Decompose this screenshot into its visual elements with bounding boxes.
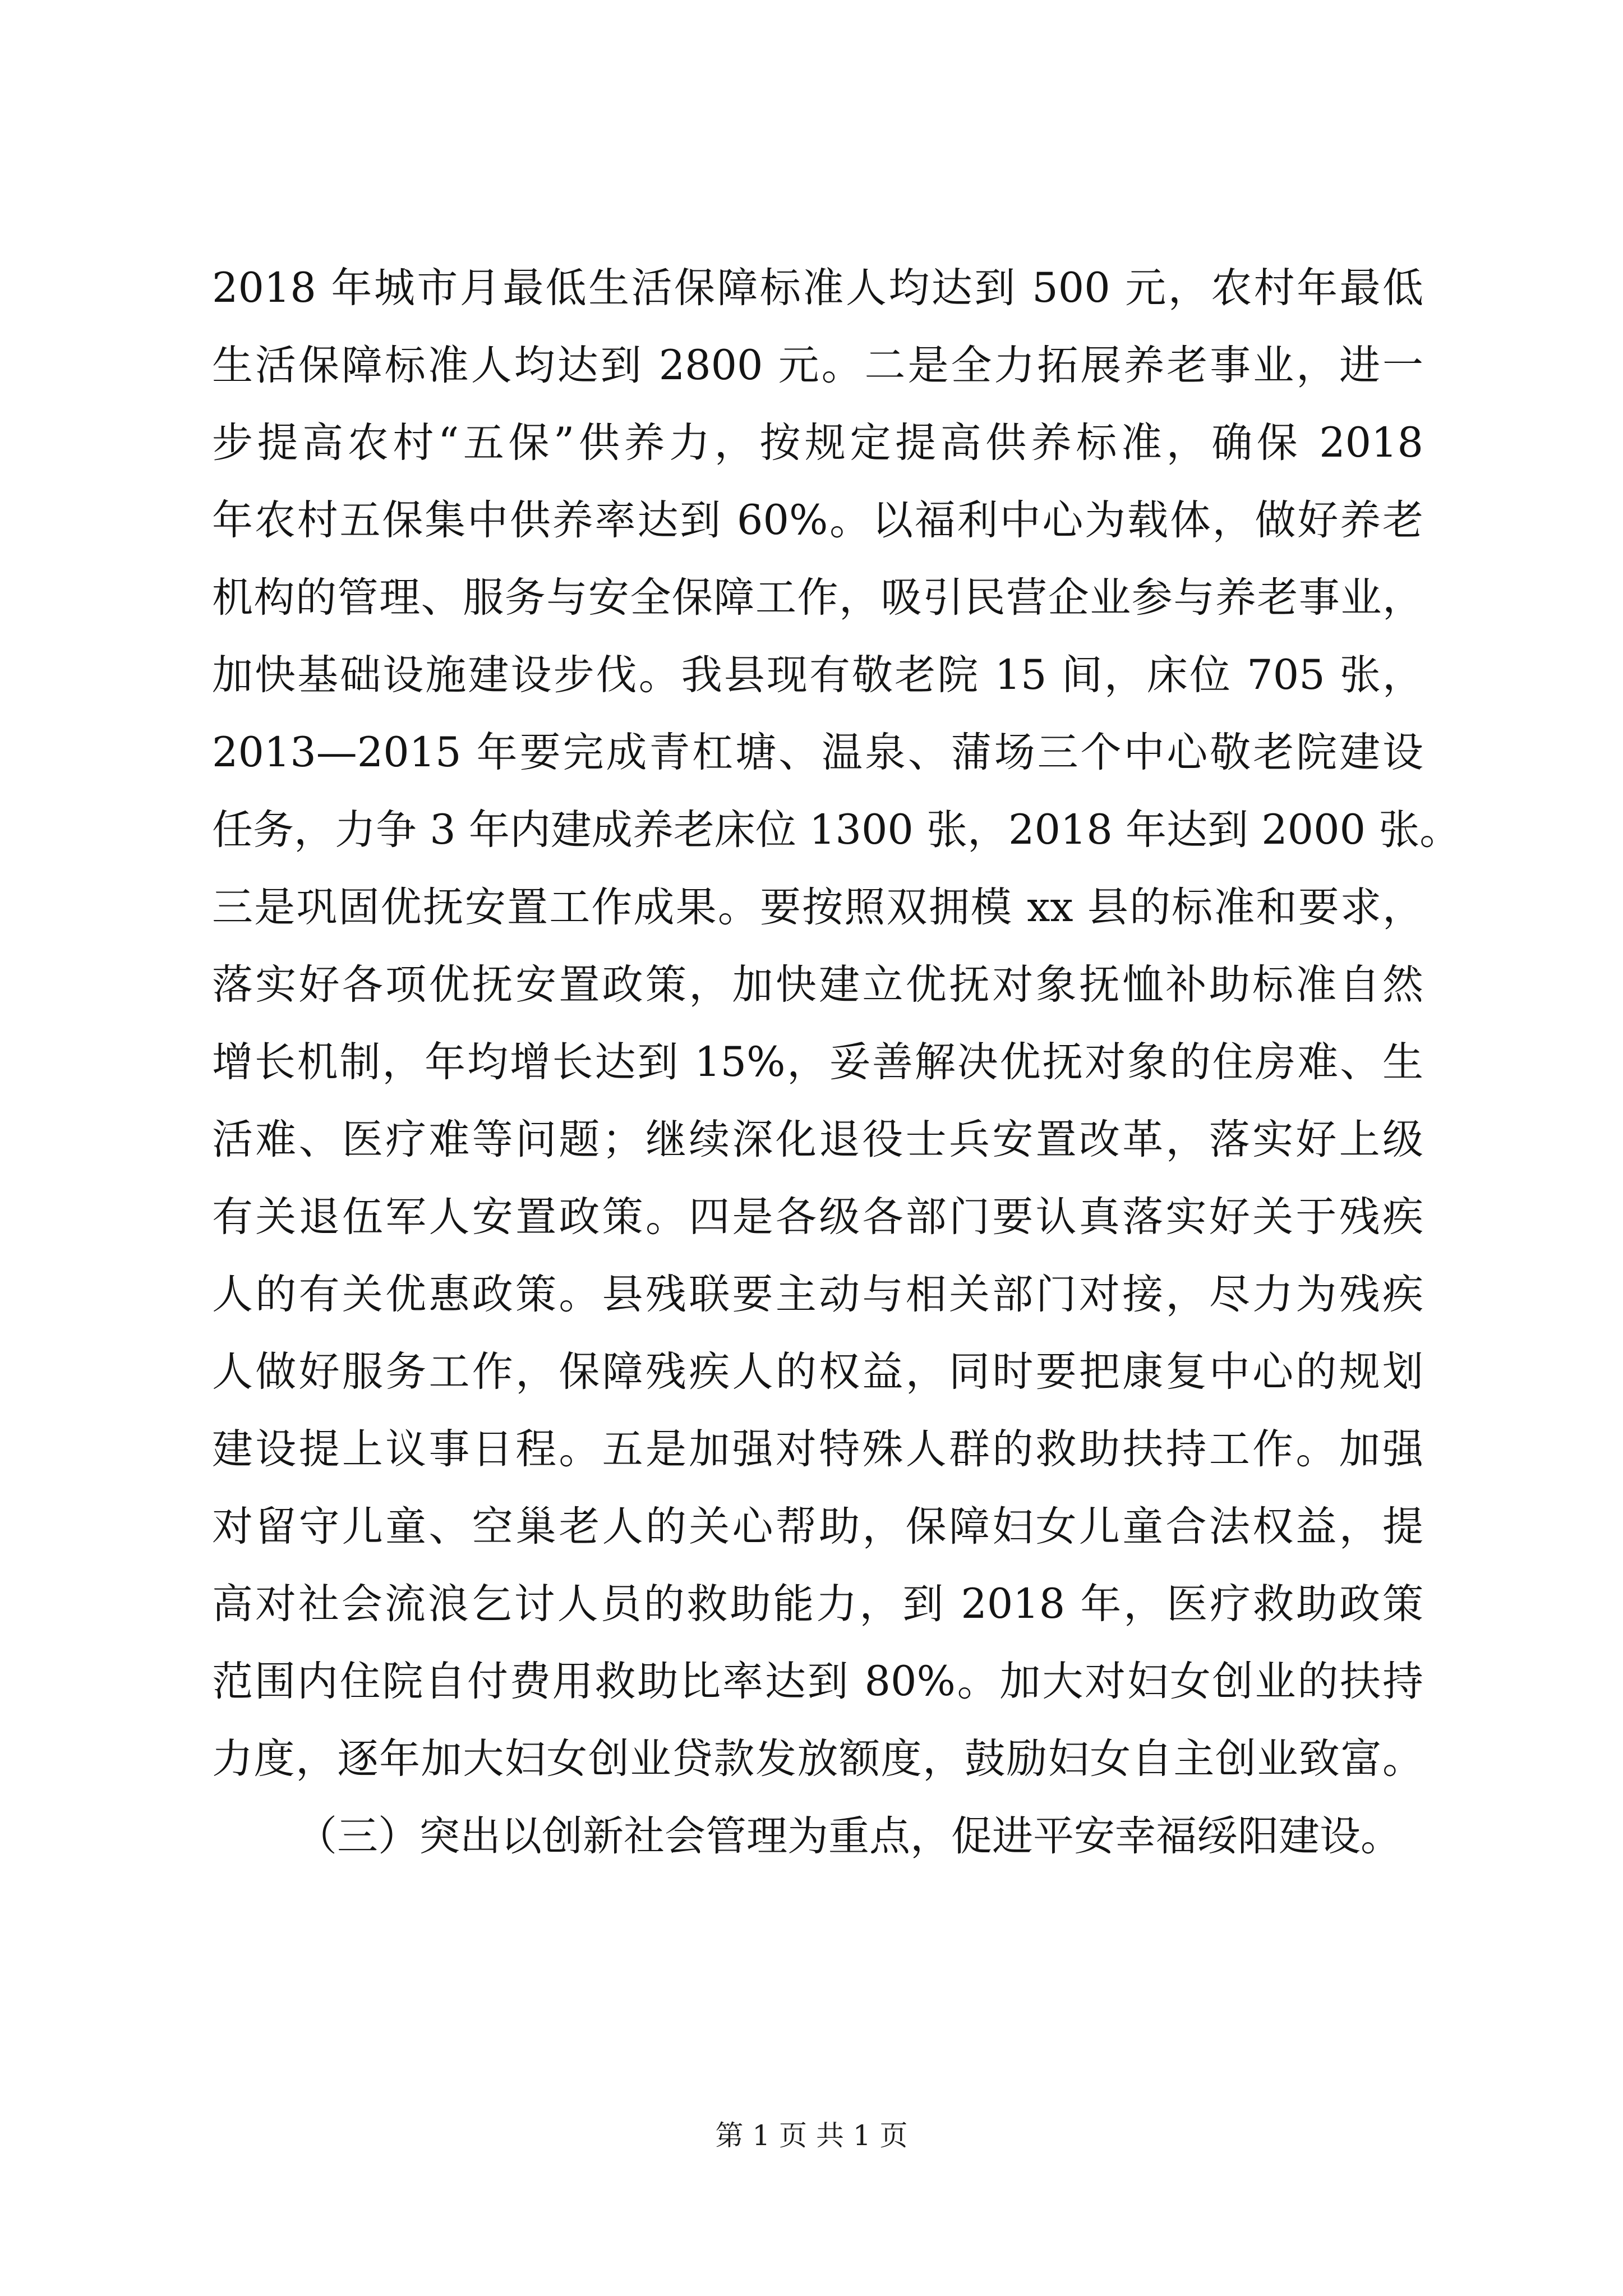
paragraph-line: 人的有关优惠政策。县残联要主动与相关部门对接，尽力为残疾 <box>212 1271 1423 1318</box>
paragraph-line: 高对社会流浪乞讨人员的救助能力，到 2018 年，医疗救助政策 <box>212 1580 1423 1628</box>
section-heading: （三）突出以创新社会管理为重点，促进平安幸福绥阳建设。 <box>296 1812 1401 1860</box>
paragraph-line: 任务，力争 3 年内建成养老床位 1300 张，2018 年达到 2000 张。 <box>212 806 1461 854</box>
page-footer: 第 1 页 共 1 页 <box>715 2119 908 2152</box>
paragraph-line: 有关退伍军人安置政策。四是各级各部门要认真落实好关于残疾 <box>212 1193 1423 1241</box>
paragraph-line: 步提高农村“五保”供养力，按规定提高供养标准，确保 2018 <box>212 419 1423 467</box>
paragraph-line: 活难、医疗难等问题；继续深化退役士兵安置改革，落实好上级 <box>212 1116 1423 1163</box>
paragraph-line: 加快基础设施建设步伐。我县现有敬老院 15 间，床位 705 张， <box>212 651 1423 699</box>
paragraph-line: 三是巩固优抚安置工作成果。要按照双拥模 xx 县的标准和要求， <box>212 884 1423 931</box>
paragraph-line: 建设提上议事日程。五是加强对特殊人群的救助扶持工作。加强 <box>212 1425 1423 1473</box>
paragraph-line: 范围内住院自付费用救助比率达到 80%。加大对妇女创业的扶持 <box>212 1658 1423 1705</box>
paragraph-line: 2018 年城市月最低生活保障标准人均达到 500 元，农村年最低 <box>212 264 1423 312</box>
body-paragraph <box>212 250 1461 1875</box>
paragraph-line: 生活保障标准人均达到 2800 元。二是全力拓展养老事业，进一 <box>212 342 1423 389</box>
paragraph-line: 增长机制，年均增长达到 15%，妥善解决优抚对象的住房难、生 <box>212 1038 1423 1086</box>
paragraph-line: 对留守儿童、空巢老人的关心帮助，保障妇女儿童合法权益，提 <box>212 1503 1423 1550</box>
paragraph-line: 2013—2015 年要完成青杠塘、温泉、蒲场三个中心敬老院建设 <box>212 729 1423 776</box>
paragraph-line: 年农村五保集中供养率达到 60%。以福利中心为载体，做好养老 <box>212 496 1423 544</box>
paragraph-line: 机构的管理、服务与安全保障工作，吸引民营企业参与养老事业， <box>212 574 1423 622</box>
paragraph-line: 落实好各项优抚安置政策，加快建立优抚对象抚恤补助标准自然 <box>212 961 1423 1009</box>
paragraph-line: 人做好服务工作，保障残疾人的权益，同时要把康复中心的规划 <box>212 1348 1423 1396</box>
paragraph-line: 力度，逐年加大妇女创业贷款发放额度，鼓励妇女自主创业致富。 <box>212 1735 1423 1783</box>
